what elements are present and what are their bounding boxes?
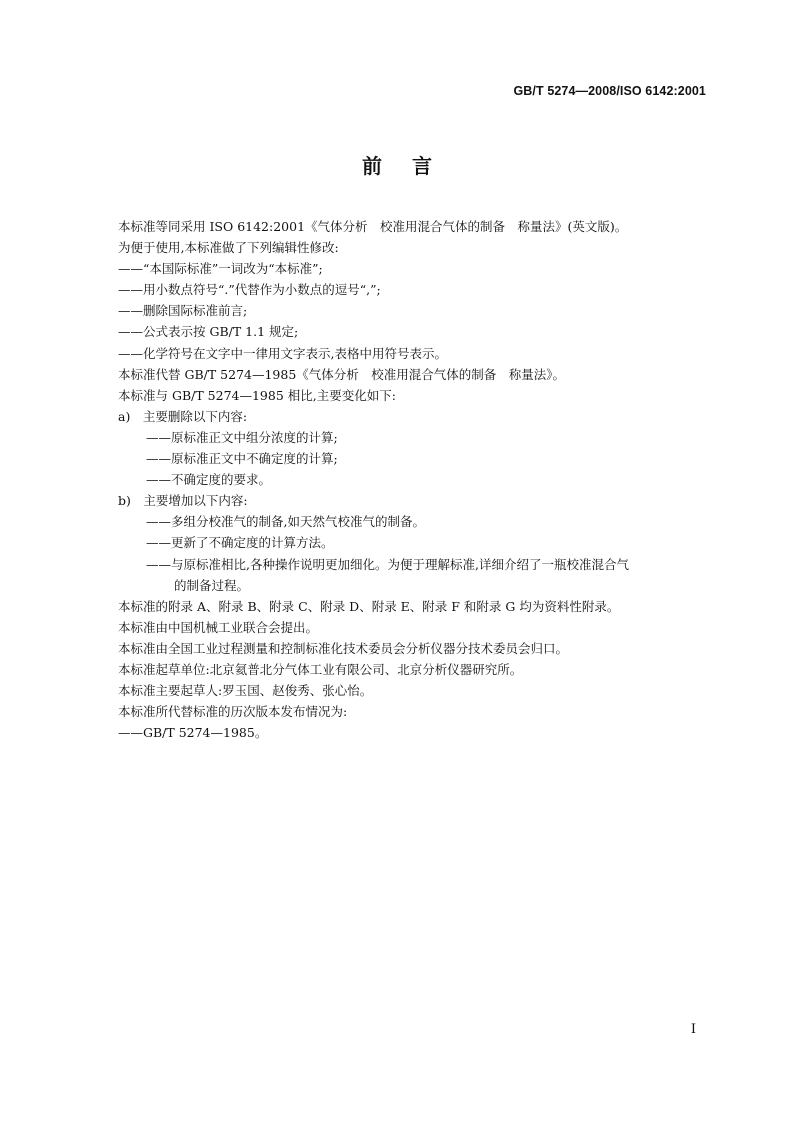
- paragraph-line: 本标准主要起草人:罗玉国、赵俊秀、张心怡。: [118, 683, 373, 699]
- page-title: 前言: [362, 154, 462, 178]
- list-item: ——化学符号在文字中一律用文字表示,表格中用符号表示。: [118, 345, 447, 361]
- list-item: ——公式表示按 GB/T 1.1 规定;: [118, 324, 299, 340]
- list-heading-b: b) 主要增加以下内容:: [118, 493, 248, 509]
- list-item: ——与原标准相比,各种操作说明更加细化。为便于理解标准,详细介绍了一瓶校准混合气: [146, 556, 629, 572]
- list-item: ——更新了不确定度的计算方法。: [146, 535, 334, 551]
- paragraph-line: 本标准由中国机械工业联合会提出。: [118, 619, 319, 635]
- paragraph-line: 本标准所代替标准的历次版本发布情况为:: [118, 704, 348, 720]
- paragraph-line: 本标准与 GB/T 5274—1985 相比,主要变化如下:: [118, 387, 396, 403]
- page-number: I: [690, 1022, 696, 1037]
- list-item: ——原标准正文中组分浓度的计算;: [146, 429, 338, 445]
- list-item-continuation: 的制备过程。: [174, 577, 250, 593]
- list-item: ——多组分校准气的制备,如天然气校准气的制备。: [146, 514, 425, 530]
- paragraph-line: 本标准代替 GB/T 5274—1985《气体分析 校准用混合气体的制备 称量法》。: [118, 366, 566, 382]
- list-item: ——删除国际标准前言;: [118, 303, 248, 319]
- list-heading-a: a) 主要删除以下内容:: [118, 408, 248, 424]
- foreword-body: [118, 216, 708, 743]
- list-item: ——不确定度的要求。: [146, 472, 272, 488]
- list-item: ——GB/T 5274—1985。: [118, 725, 268, 741]
- paragraph-line: 本标准起草单位:北京氦普北分气体工业有限公司、北京分析仪器研究所。: [118, 661, 523, 677]
- document-code: GB/T 5274—2008/ISO 6142:2001: [513, 84, 706, 98]
- paragraph-line: 本标准的附录 A、附录 B、附录 C、附录 D、附录 E、附录 F 和附录 G 均为资料性附录。: [118, 598, 620, 614]
- paragraph-line: 本标准由全国工业过程测量和控制标准化技术委员会分析仪器分技术委员会归口。: [118, 640, 569, 656]
- paragraph-line: 为便于使用,本标准做了下列编辑性修改:: [118, 240, 339, 256]
- list-item: ——用小数点符号“.”代替作为小数点的逗号“,”;: [118, 282, 381, 298]
- list-item: ——“本国际标准”一词改为“本标准”;: [118, 261, 323, 277]
- list-item: ——原标准正文中不确定度的计算;: [146, 451, 338, 467]
- paragraph-line: 本标准等同采用 ISO 6142:2001《气体分析 校准用混合气体的制备 称量法》(英文版)。: [118, 219, 628, 234]
